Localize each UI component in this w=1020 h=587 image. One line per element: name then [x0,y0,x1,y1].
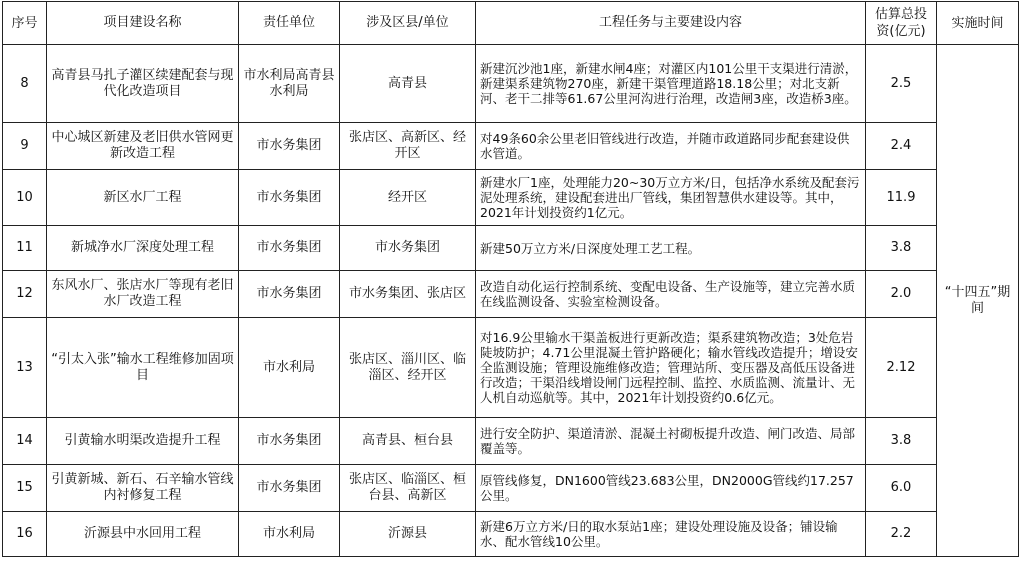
header-name: 项目建设名称 [47,2,239,45]
table-row [3,226,1019,271]
row-content: 对49条60余公里老旧管线进行改造，并随市政道路同步配套建设供水管道。 [476,123,866,170]
table-row [3,512,1019,557]
row-seq: 10 [3,170,47,226]
table-row [3,271,1019,318]
row-seq: 15 [3,465,47,512]
row-cost: 6.0 [866,465,937,512]
header-district: 涉及区县/单位 [340,2,476,45]
project-table [2,1,1019,557]
row-district: 张店区、临淄区、桓台县、高新区 [340,465,476,512]
row-content: 原管线修复，DN1600管线23.683公里，DN2000G管线约17.257公里。 [476,465,866,512]
row-unit: 市水务集团 [239,465,340,512]
row-seq: 8 [3,45,47,123]
row-cost: 3.8 [866,418,937,465]
table-row [3,170,1019,226]
row-district: 经开区 [340,170,476,226]
row-unit: 市水务集团 [239,418,340,465]
row-unit: 市水利局 [239,318,340,418]
row-unit: 市水利局 [239,512,340,557]
row-content: 对16.9公里输水干渠盖板进行更新改造；渠系建筑物改造；3处危岩陡坡防护；4.71公里混凝土管护路硬化；输水管线改造提升；增设安全监测设施；管理设施维修改造；管理站所、变压器及高低压设备进行改造；干渠沿线增设闸门远程控制、监控、水质监测、流量计、无人机自动巡航等。其中，2021年计划投资约0.6亿元。 [476,318,866,418]
header-cost: 估算总投资(亿元) [866,2,937,45]
row-unit: 市水利局高青县水利局 [239,45,340,123]
row-name: 新区水厂工程 [47,170,239,226]
row-seq: 12 [3,271,47,318]
row-name: 高青县马扎子灌区续建配套与现代化改造项目 [47,45,239,123]
header-seq: 序号 [3,2,47,45]
row-seq: 13 [3,318,47,418]
row-district: 沂源县 [340,512,476,557]
row-content: 新建水厂1座，处理能力20~30万立方米/日，包括净水系统及配套污泥处理系统，建设配套进出厂管线，集团智慧供水建设等。其中，2021年计划投资约1亿元。 [476,170,866,226]
row-name: “引太入张”输水工程维修加固项目 [47,318,239,418]
table-row [3,45,1019,123]
row-cost: 2.2 [866,512,937,557]
table-row [3,318,1019,418]
row-content: 新建沉沙池1座，新建水闸4座；对灌区内101公里干支渠进行清淤，新建渠系建筑物270座，新建干渠管理道路18.18公里；对北支新河、老干二排等61.67公里河沟进行治理，改造闸3座，改造桥3座。 [476,45,866,123]
row-unit: 市水务集团 [239,170,340,226]
header-period: 实施时间 [937,2,1019,45]
row-name: 中心城区新建及老旧供水管网更新改造工程 [47,123,239,170]
row-unit: 市水务集团 [239,271,340,318]
row-cost: 2.5 [866,45,937,123]
row-district: 张店区、淄川区、临淄区、经开区 [340,318,476,418]
row-name: 东风水厂、张店水厂等现有老旧水厂改造工程 [47,271,239,318]
row-unit: 市水务集团 [239,226,340,271]
row-cost: 2.4 [866,123,937,170]
row-cost: 2.12 [866,318,937,418]
header-unit: 责任单位 [239,2,340,45]
row-district: 高青县、桓台县 [340,418,476,465]
row-content: 新建6万立方米/日的取水泵站1座；建设处理设施及设备；铺设输水、配水管线10公里。 [476,512,866,557]
row-content: 新建50万立方米/日深度处理工艺工程。 [476,226,866,271]
table-row [3,123,1019,170]
header-content: 工程任务与主要建设内容 [476,2,866,45]
row-cost: 2.0 [866,271,937,318]
table-row [3,418,1019,465]
table-row [3,465,1019,512]
row-content: 改造自动化运行控制系统、变配电设备、生产设施等，建立完善水质在线监测设备、实验室检测设备。 [476,271,866,318]
row-unit: 市水务集团 [239,123,340,170]
row-district: 市水务集团、张店区 [340,271,476,318]
row-name: 引黄输水明渠改造提升工程 [47,418,239,465]
header-row [3,2,1019,45]
row-seq: 16 [3,512,47,557]
row-cost: 11.9 [866,170,937,226]
row-period: “十四五”期间 [937,45,1019,557]
row-seq: 14 [3,418,47,465]
row-name: 新城净水厂深度处理工程 [47,226,239,271]
row-district: 高青县 [340,45,476,123]
row-district: 张店区、高新区、经开区 [340,123,476,170]
row-content: 进行安全防护、渠道清淤、混凝土衬砌板提升改造、闸门改造、局部覆盖等。 [476,418,866,465]
row-name: 沂源县中水回用工程 [47,512,239,557]
row-seq: 11 [3,226,47,271]
row-name: 引黄新城、新石、石辛输水管线内衬修复工程 [47,465,239,512]
row-cost: 3.8 [866,226,937,271]
row-district: 市水务集团 [340,226,476,271]
row-seq: 9 [3,123,47,170]
